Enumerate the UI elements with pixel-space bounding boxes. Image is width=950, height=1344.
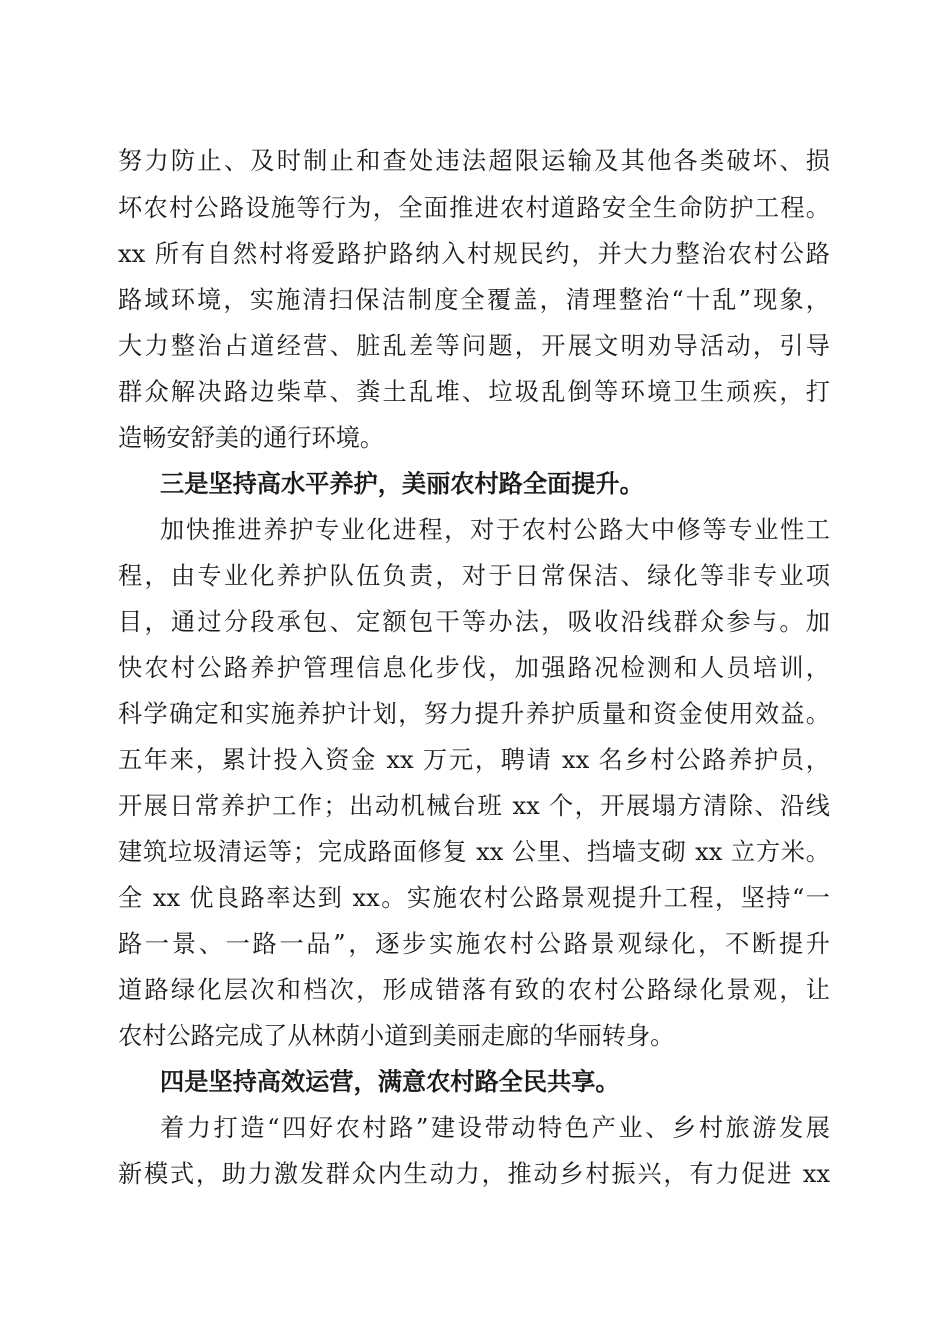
paragraph-line: 加快推进养护专业化进程，对于农村公路大中修等专业性工	[160, 516, 830, 544]
paragraph-line: 路一景、一路一品”，逐步实施农村公路景观绿化，不断提升	[118, 930, 830, 958]
paragraph-line: 新模式，助力激发群众内生动力，推动乡村振兴，有力促进 xx	[118, 1160, 830, 1188]
paragraph-line: 群众解决路边柴草、粪土乱堆、垃圾乱倒等环境卫生顽疾，打	[118, 378, 830, 406]
paragraph-line: 坏农村公路设施等行为，全面推进农村道路安全生命防护工程。	[118, 194, 830, 222]
paragraph-line: 道路绿化层次和档次，形成错落有致的农村公路绿化景观，让	[118, 976, 830, 1004]
paragraph-line: 快农村公路养护管理信息化步伐，加强路况检测和人员培训，	[118, 654, 830, 682]
paragraph-line: 程，由专业化养护队伍负责，对于日常保洁、绿化等非专业项	[118, 562, 830, 590]
paragraph-line: 建筑垃圾清运等；完成路面修复 xx 公里、挡墙支砌 xx 立方米。	[118, 838, 830, 866]
paragraph-line: 努力防止、及时制止和查处违法超限运输及其他各类破坏、损	[118, 147, 830, 175]
paragraph-line: 着力打造“四好农村路”建设带动特色产业、乡村旅游发展	[160, 1114, 830, 1142]
paragraph-line: 目，通过分段承包、定额包干等办法，吸收沿线群众参与。加	[118, 608, 830, 636]
section-heading-3: 三是坚持高水平养护，美丽农村路全面提升。	[160, 469, 644, 498]
paragraph-line: 开展日常养护工作；出动机械台班 xx 个，开展塌方清除、沿线	[118, 792, 830, 820]
section-heading-4: 四是坚持高效运营，满意农村路全民共享。	[160, 1067, 620, 1096]
paragraph-line: 造畅安舒美的通行环境。	[118, 424, 385, 452]
paragraph-line: 路域环境，实施清扫保洁制度全覆盖，清理整治“十乱”现象，	[118, 286, 830, 314]
paragraph-line: 五年来，累计投入资金 xx 万元，聘请 xx 名乡村公路养护员，	[118, 746, 830, 774]
paragraph-line: 全 xx 优良路率达到 xx。实施农村公路景观提升工程，坚持“一	[118, 884, 830, 912]
paragraph-line: 科学确定和实施养护计划，努力提升养护质量和资金使用效益。	[118, 700, 830, 728]
paragraph-line: 农村公路完成了从林荫小道到美丽走廊的华丽转身。	[118, 1022, 675, 1050]
paragraph-line: 大力整治占道经营、脏乱差等问题，开展文明劝导活动，引导	[118, 332, 830, 360]
paragraph-line: xx 所有自然村将爱路护路纳入村规民约，并大力整治农村公路	[118, 240, 830, 268]
